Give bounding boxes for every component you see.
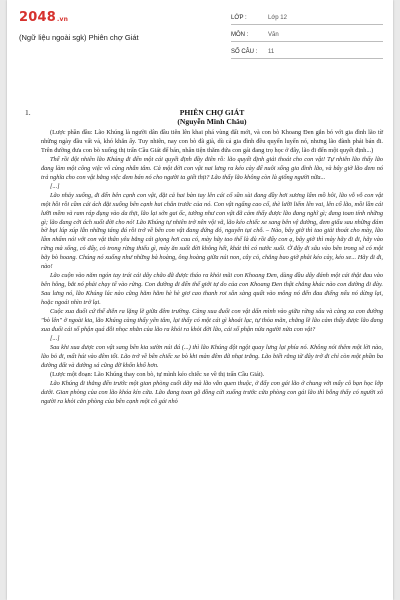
meta-row-question-count	[231, 42, 383, 59]
passage-paragraph: [...]	[50, 334, 60, 342]
question-body	[19, 108, 383, 407]
meta-value: Văn	[268, 32, 279, 38]
passage-content	[41, 129, 383, 407]
passage-paragraph: [...]	[50, 182, 60, 190]
page-header	[7, 0, 393, 58]
passage-paragraph: Lão cuộn vào năm ngón tay trái cái dây chão đã được tháo ra khỏi mũi con Khoang Đen, dùng đầu dây đánh một cái thật đau vào bên hông, bắt nó phải chạy tế vào rừng. Con đường đi đến thế giới tự do của con Khoang Đen thật chẳng khác nào con đường đi đày. Sau lưng nó, lão Khúng lúc nào cũng hăm hăm hè hè giơ cao thanh roi sẵn sàng quất vào mông nó đến đau điếng nếu nó dừng lại, hoặc ngoái nhìn trở lại.	[41, 272, 383, 307]
meta-value: Lớp 12	[268, 15, 287, 21]
document-page	[7, 0, 393, 600]
question-number: 1.	[25, 108, 31, 117]
logo-main: 2048	[19, 10, 56, 25]
meta-row-subject	[231, 25, 383, 42]
passage-author: (Nguyễn Minh Châu)	[177, 117, 247, 126]
logo-suffix: .vn	[56, 16, 69, 23]
passage-paragraph: Lão Khúng đi thẳng đến trước một gian phòng cuối dãy mà lão vẫn quen thuộc, ở đấy con gái lão ở chung với mấy cô bạn học lớp dưới. Gian phòng của con lão khóa kín cửa. Lão đang toan gõ đồng cửi xuống trước cửa phòng con gái lão thì bỗng thấy có người xô người ra khỏi căn phòng của bên cạnh một cô gái nhỏ	[41, 379, 383, 405]
passage-paragraph: (Lược một đoạn: Lão Khúng thay con bò, tự mình kéo chiếc xe về thị trấn Cầu Giát).	[50, 370, 265, 378]
meta-label: SỐ CÂU :	[231, 49, 258, 55]
document-subtitle: (Ngữ liệu ngoài sgk) Phiên chợ Giát	[19, 33, 139, 42]
passage-paragraph: (Lược phần đầu: Lão Khúng là người dân đầu tiên lên khai phá vùng đất mới, và con bò Khoang Đen gắn bó với gia đình lão từ những ngày đầu vất vả, khó khăn ấy. Tuy nhiên, nay con bò đã già, dù cả gia đình đều quyến luyến nó, nhưng lão đành phải bán đi. Trên đường đưa con bò xuống thị trấn Cầu Giát để bán, nhân tiện thăm đứa con gái đang trọ học ở đây, lão đi đến một quyết định...)	[41, 129, 383, 154]
site-logo[interactable]	[19, 10, 68, 25]
passage-paragraph: Sau khi xua được con vật sang bên kia sườn núi đá (...) thì lão Khúng đột ngột quay lưng lại phía nó. Không nói thêm một lời nào, lão bỏ đi, mất hút vào đêm tối. Lão trở về bên chiếc xe bò khi màn đêm đã nhạt trắng. Lão biết rằng từ đây trở đi chỉ còn một phần ba đường đất và đường sá cũng đỡ khốn khổ hơn.	[41, 343, 383, 369]
meta-label: MÔN :	[231, 32, 249, 38]
passage-paragraph: Cuộc xua đuổi cứ thế diễn ra lặng lẽ giữa đêm trường. Càng xua đuổi con vật dấn mình vào giữa rừng sâu và càng xa con đường "bò lên" ở ngoài kia, lão Khúng càng thấy yên tâm, lại thấy có một cái gì khoái lạc, tự thỏa mãn, chẳng lẽ lão cảm thấy được lão đang xua đuổi cái số phận quá đỗi nhọc nhằn của lão ra khỏi ra khỏi đời lão, cái số phận nửa người nửa con vật?	[41, 308, 383, 333]
meta-table	[231, 8, 383, 59]
passage-paragraph: Thế rồi đột nhiên lão Khúng đi đến một cái quyết định đầy điên rồ: lão quyết định giải thoát cho con vật! Tự nhiên lão thấy lão đang làm một công việc vô cùng nhẫn tâm. Cả một đời con vật nai lưng ra kéo cày để nuôi sống gia đình lão, và bây giờ lão đem nó trả nghĩa cho con vật bằng việc đem bán nó cho người ta giết thịt? Lão thấy lão không còn là giống người nữa...	[41, 155, 383, 181]
passage-paragraph: Lão nhảy xuống, đi đến bên cạnh con vật, đặt cả hai bàn tay lên cái cổ sần sùi đang đầy hơi sương lấm mồ hôi, lão vỗ vỗ con vật một hồi rồi cầm cái ách đặt xuống bên cạnh hai chân trước của nó. Con vật ngẩng cao cổ, thè lưỡi liếm lên vai, lên cổ lão, mồi lần cái lưỡi mềm và ram ráp đụng vào da thịt, lão lại sởn gai ốc, tưởng như con vật đã cảm thấy được lão đang nghĩ gì; đang toan tính những gì; lão đang cởi ách suốt đời cho nó! Lão Khúng tự nhiên trở nên vội vã, lão kéo chiếc xe sang bên vệ đường, đem giấu sau những đám bờ bụi lúp xúp lẫn những táng đá rồi trở về bên con vật đang đứng đó, nguyên tại chỗ. – Nào, bây giờ thì tao giải thoát cho mày, lão lẩm nhẩm nói với con vật thân yêu bằng cái giọng hơi cau có, mày hãy tao thế là đủ rồi đấy con ạ, bây giờ thì mày hãy đi đi, hãy vào rừng mà sống, có đấy, cỏ trong rừng thiếu gì, mày ăn suốt đời không hết, khát thì có nước suối. Ở đây đi sâu vào bên trong sẽ có một bãy bò hoang. Chúng nó xuống như những bà hoàng, ông hoàng giữa núi non, cây cỏ, chẳng bao giờ phải kéo cày, kéo xe... Hãy đi đi, nào!	[41, 191, 383, 271]
meta-row-class	[231, 8, 383, 25]
meta-value: 11	[268, 49, 275, 55]
passage-title: PHIÊN CHỢ GIÁT	[179, 108, 245, 117]
meta-label: LỚP :	[231, 15, 247, 21]
